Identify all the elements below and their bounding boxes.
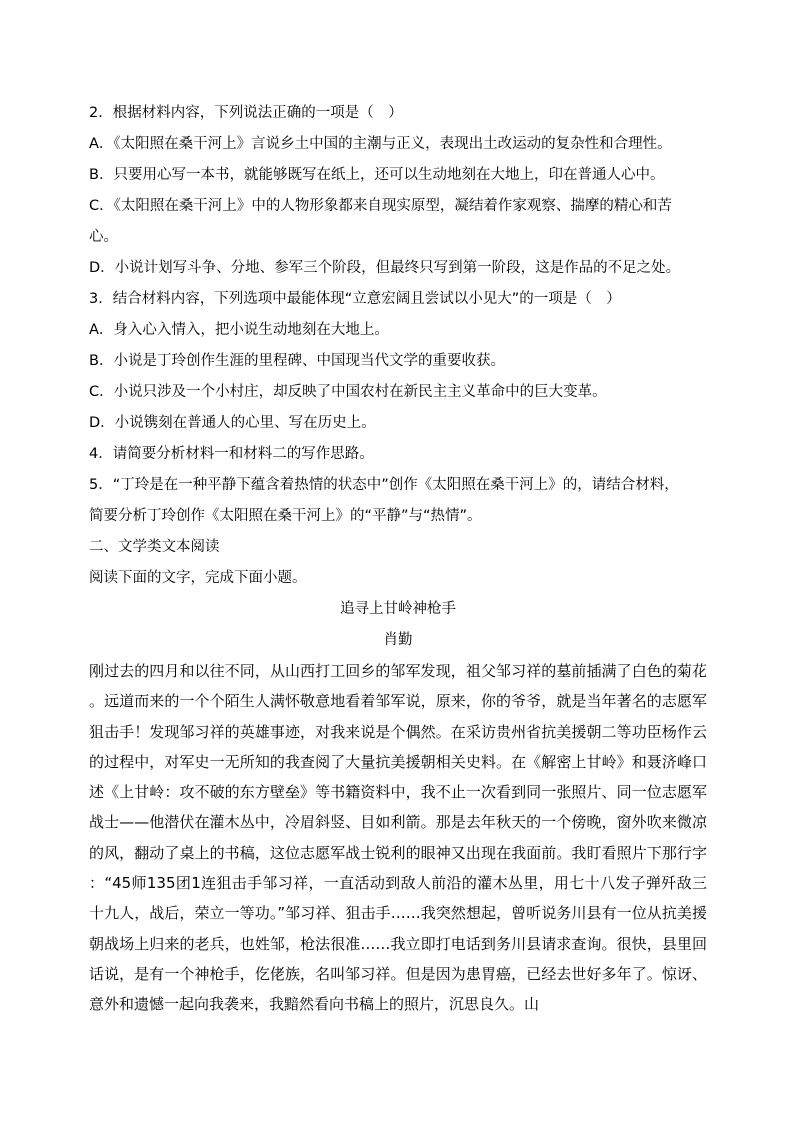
question-3-option-b: B．小说是丁玲创作生涯的里程碑、中国现当代文学的重要收获。 [89,353,505,369]
question-3-stem: 3．结合材料内容，下列选项中最能体现“立意宏阔且尝试以小见大”的一项是（ ） [89,291,621,307]
article-author: 肖勤 [383,632,413,648]
section-heading: 二、文学类文本阅读 [89,539,220,555]
document-content [89,98,707,1020]
section-instruction: 阅读下面的文字，完成下面小题。 [89,570,307,586]
question-2-stem: 2．根据材料内容，下列说法正确的一项是（ ） [89,105,403,121]
question-2-option-a: A．《太阳照在桑干河上》言说乡土中国的主潮与正义，表现出土改运动的复杂性和合理性。 [89,136,672,152]
question-3-option-c: C．小说只涉及一个小村庄，却反映了中国农村在新民主主义革命中的巨大变革。 [89,384,607,400]
question-5-stem: 5．“丁玲是在一种平静下蕴含着热情的状态中”创作《太阳照在桑干河上》的，请结合材料， [89,477,679,493]
question-4-stem: 4．请简要分析材料一和材料二的写作思路。 [89,446,374,462]
question-2-option-c-continued: 心。 [89,229,118,245]
question-3-option-d: D．小说镌刻在普通人的心里、写在历史上。 [89,415,376,431]
article-body: 刚过去的四月和以往不同，从山西打工回乡的邹军发现，祖父邹习祥的墓前插满了白色的菊花。远道而来的一个个陌生人满怀敬意地看着邹军说，原来，你的爷爷，就是当年著名的志愿军狙击手！发现邹习祥的英雄事迹，对我来说是个偶然。在采访贵州省抗美援朝二等功臣杨作云的过程中，对军史一无所知的我查阅了大量抗美援朝相关史料。在《解密上甘岭》和聂济峰口述《上甘岭：攻不破的东方壁垒》等书籍资料中，我不止一次看到同一张照片、同一位志愿军战士——他潜伏在灌木丛中，冷眉斜竖、目如利箭。那是去年秋天的一个傍晚，窗外吹来微凉的风，翻动了桌上的书稿，这位志愿军战士锐利的眼神又出现在我面前。我盯看照片下那行字：“45师135团1连狙击手邹习祥，一直活动到敌人前沿的灌木丛里，用七十八发子弹歼敌三十九人，战后，荣立一等功。”邹习祥、狙击手……我突然想起，曾听说务川县有一位从抗美援朝战场上归来的老兵，也姓邹，枪法很准……我立即打电话到务川县请求查询。很快，县里回话说，是有一个神枪手，仡佬族，名叫邹习祥。但是因为患胃癌，已经去世好多年了。惊讶、意外和遗憾一起向我袭来，我黯然看向书稿上的照片，沉思良久。山 [89,662,707,1014]
question-2-option-d: D．小说计划写斗争、分地、参军三个阶段，但最终只写到第一阶段，这是作品的不足之处。 [89,260,681,276]
article-title: 追寻上甘岭神枪手 [340,601,456,617]
question-2-option-b: B．只要用心写一本书，就能够既写在纸上，还可以生动地刻在大地上，印在普通人心中。 [89,167,665,183]
question-3-option-a: A．身入心入情入，把小说生动地刻在大地上。 [89,322,389,338]
question-2-option-c: C．《太阳照在桑干河上》中的人物形象都来自现实原型，凝结着作家观察、揣摩的精心和苦 [89,198,672,214]
question-5-stem-continued: 简要分析丁玲创作《太阳照在桑干河上》的“平静”与“热情”。 [89,508,482,524]
